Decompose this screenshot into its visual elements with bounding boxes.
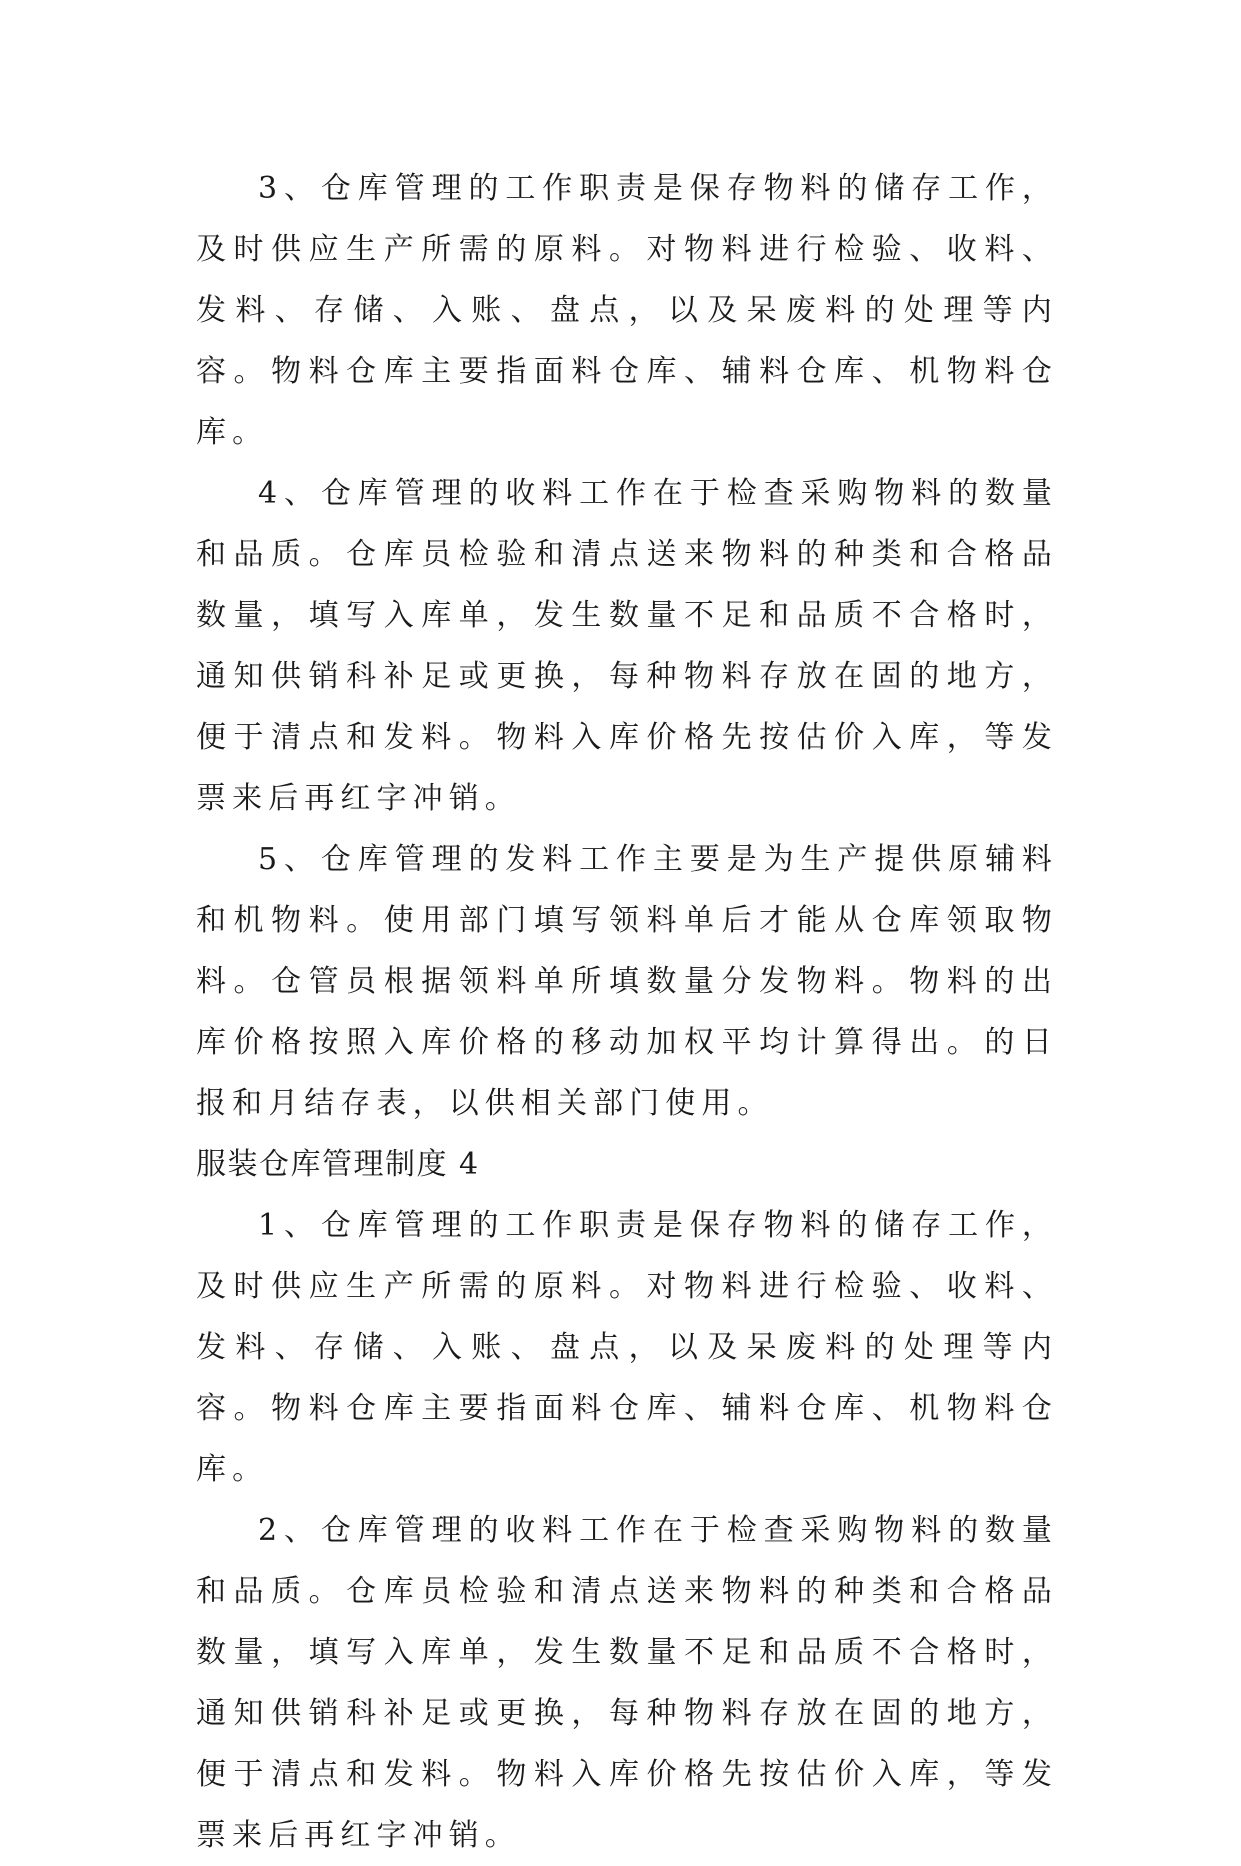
section-heading: 服装仓库管理制度 4 (196, 1147, 480, 1182)
paragraph-item-3: 3、仓库管理的工作职责是保存物料的储存工作，及时供应生产所需的原料。对物料进行检验、收料、发料、存储、入账、盘点，以及呆废料的处理等内容。物料仓库主要指面料仓库、辅料仓库、机物料仓库。 (196, 171, 1058, 450)
paragraph-item-1: 1、仓库管理的工作职责是保存物料的储存工作，及时供应生产所需的原料。对物料进行检验、收料、发料、存储、入账、盘点，以及呆废料的处理等内容。物料仓库主要指面料仓库、辅料仓库、机物料仓库。 (196, 1208, 1058, 1487)
paragraph-item-5: 5、仓库管理的发料工作主要是为生产提供原辅料和机物料。使用部门填写领料单后才能从仓库领取物料。仓管员根据领料单所填数量分发物料。物料的出库价格按照入库价格的移动加权平均计算得出。的日报和月结存表，以供相关部门使用。 (196, 842, 1058, 1121)
paragraph-item-2: 2、仓库管理的收料工作在于检查采购物料的数量和品质。仓库员检验和清点送来物料的种类和合格品数量，填写入库单，发生数量不足和品质不合格时，通知供销科补足或更换，每种物料存放在固的地方，便于清点和发料。物料入库价格先按估价入库，等发票来后再红字冲销。 (196, 1513, 1058, 1853)
paragraph-item-4: 4、仓库管理的收料工作在于检查采购物料的数量和品质。仓库员检验和清点送来物料的种类和合格品数量，填写入库单，发生数量不足和品质不合格时，通知供销科补足或更换，每种物料存放在固的地方，便于清点和发料。物料入库价格先按估价入库，等发票来后再红字冲销。 (196, 476, 1058, 816)
document-body (196, 158, 1058, 1866)
